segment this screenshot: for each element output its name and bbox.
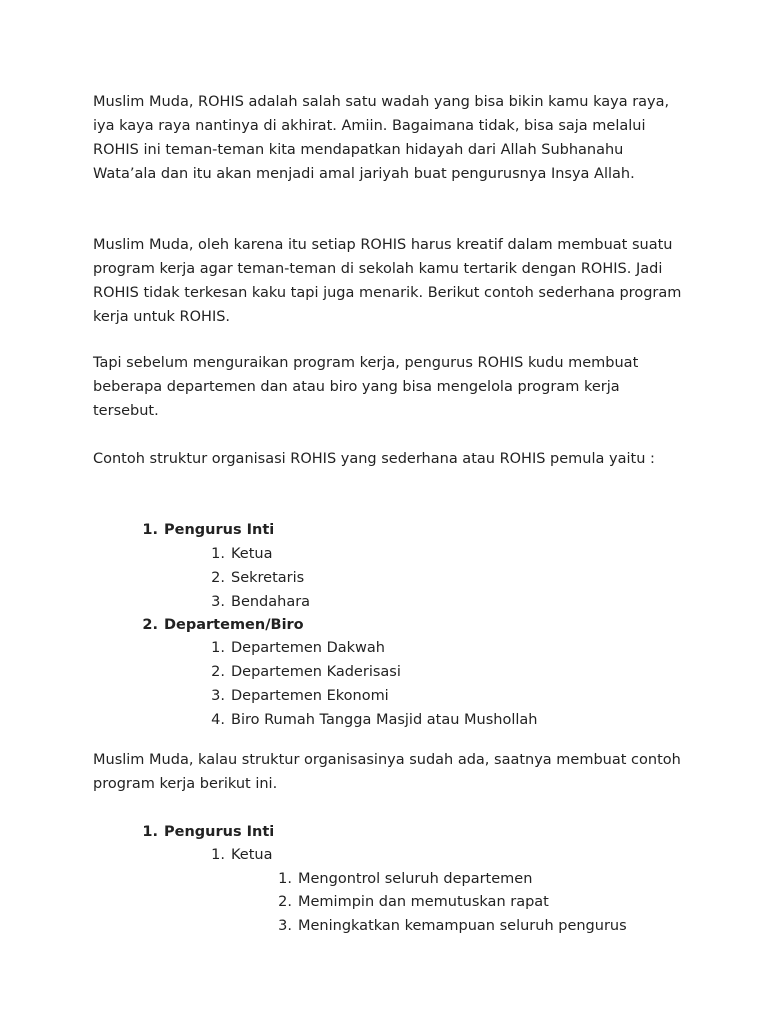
list-item: 1. Ketua (211, 546, 273, 562)
paragraph-contoh-program: Muslim Muda, kalau struktur organisasinya sudah ada, saatnya membuat contoh program kerja berikut ini. (93, 752, 681, 792)
list-item: 2. Sekretaris (211, 570, 305, 586)
paragraph-departemen: Tapi sebelum menguraikan program kerja, pengurus ROHIS kudu membuat beberapa departemen dan atau biro yang bisa mengelola program kerja tersebut. (93, 355, 639, 419)
list-item: 4. Biro Rumah Tangga Masjid atau Mushollah (211, 712, 538, 728)
paragraph-intro: Muslim Muda, ROHIS adalah salah satu wadah yang bisa bikin kamu kaya raya, iya kaya raya nantinya di akhirat. Amiin. Bagaimana tidak, bisa saja melalui ROHIS ini teman-teman kita mendapatkan hidayah dari Allah Subhanahu Wata’ala dan itu akan menjadi amal jariyah buat pengurusnya Insya Allah. (93, 94, 670, 182)
list-item: 2. Departemen Kaderisasi (211, 664, 401, 680)
list-item: 3. Departemen Ekonomi (211, 688, 389, 704)
list-heading-pengurus-inti: 1. Pengurus Inti (142, 522, 275, 538)
paragraph-struktur: Contoh struktur organisasi ROHIS yang sederhana atau ROHIS pemula yaitu : (93, 451, 655, 467)
list-item: 3. Meningkatkan kemampuan seluruh pengurus (278, 918, 627, 934)
list-heading-pengurus-inti: 1. Pengurus Inti (142, 824, 275, 840)
paragraph-program-kerja: Muslim Muda, oleh karena itu setiap ROHIS harus kreatif dalam membuat suatu program kerja agar teman-teman di sekolah kamu tertarik dengan ROHIS. Jadi ROHIS tidak terkesan kaku tapi juga menarik. Berikut contoh sederhana program kerja untuk ROHIS. (93, 237, 682, 325)
list-item-ketua: 1. Ketua (211, 847, 273, 863)
list-item: 3. Bendahara (211, 594, 311, 610)
list-item: 1. Departemen Dakwah (211, 640, 385, 656)
list-heading-departemen-biro: 2. Departemen/Biro (142, 617, 304, 633)
list-item: 2. Memimpin dan memutuskan rapat (278, 894, 549, 910)
list-item: 1. Mengontrol seluruh departemen (278, 871, 533, 887)
